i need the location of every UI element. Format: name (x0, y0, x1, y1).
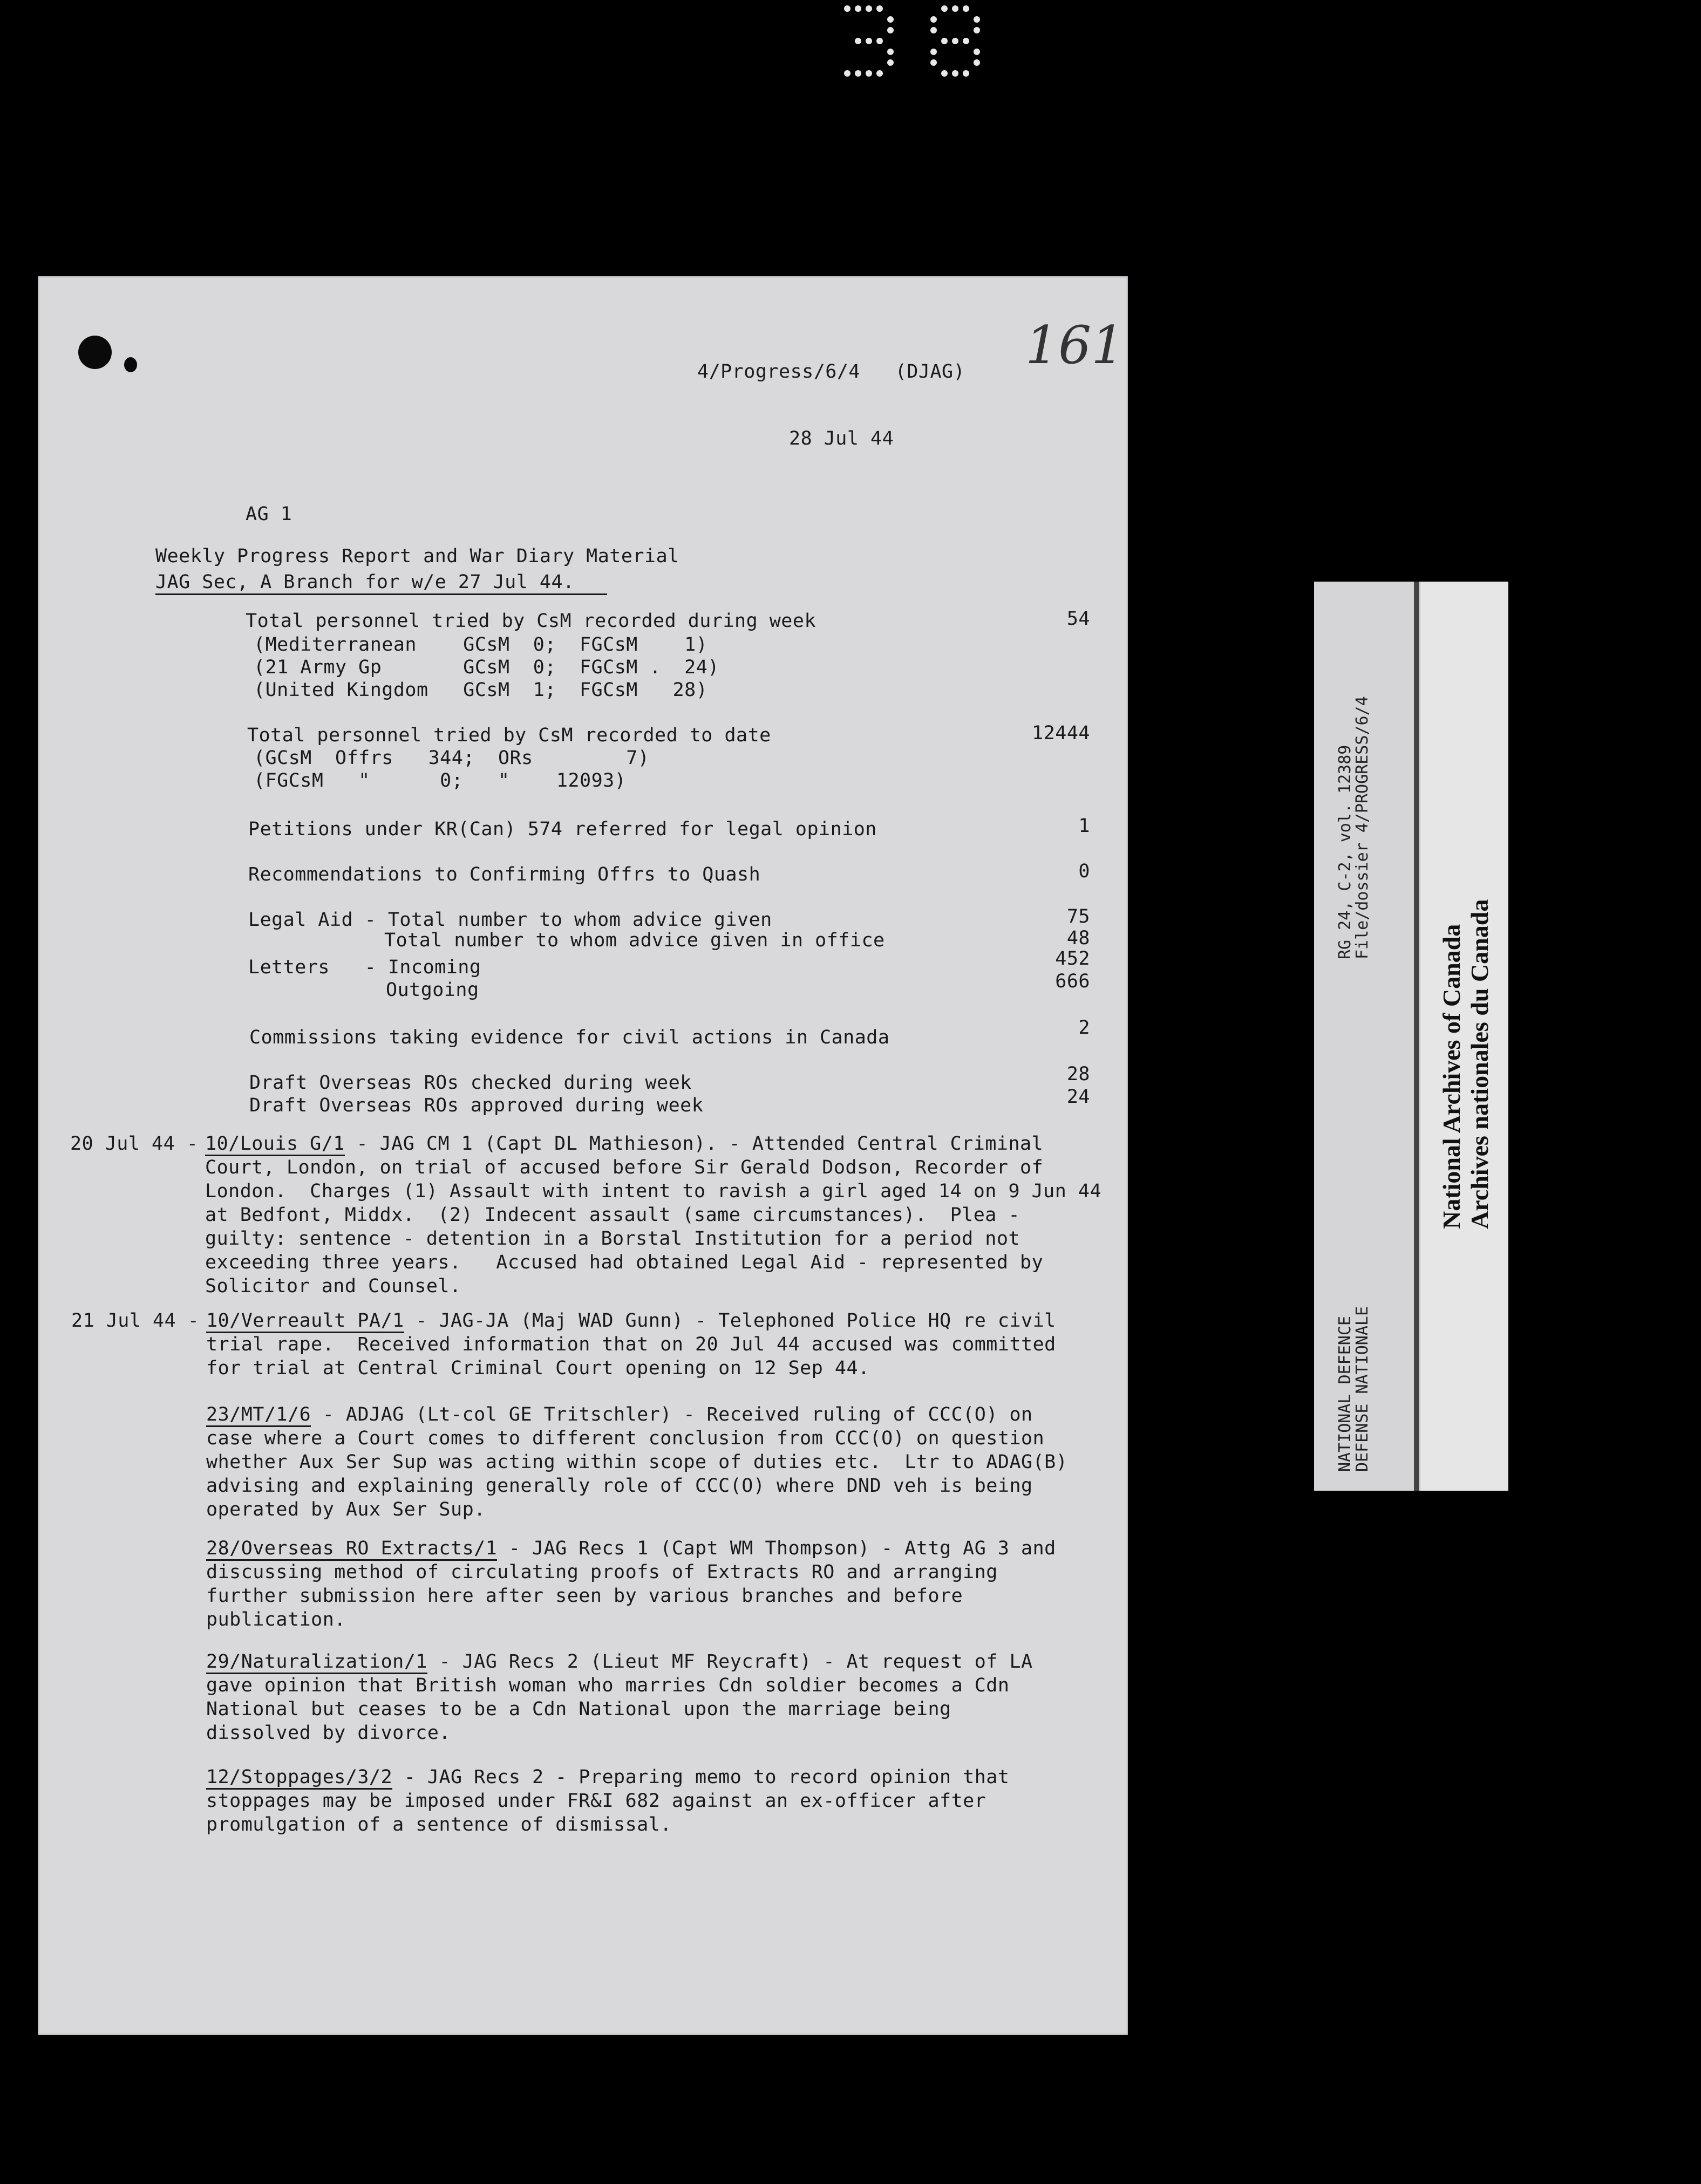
frame-number-dot (887, 27, 894, 33)
frame-number-dot (844, 70, 850, 77)
diary-entry: 12/Stoppages/3/2 - JAG Recs 2 - Preparing memo to record opinion that stoppages may be imposed under FR&I 682 against an ex-officer after promulgation of a sentence of dismissal. (206, 1766, 1010, 1835)
frame-number-dot (855, 70, 861, 77)
frame-number-dot (930, 59, 937, 66)
stat-letters-out-label: Outgoing (386, 979, 479, 1001)
stat-quash-label: Recommendations to Confirming Offrs to Quash (248, 864, 761, 885)
stat-commissions-value: 2 (1078, 1017, 1090, 1039)
entry-file-ref: 10/Louis G/1 (205, 1133, 345, 1156)
stat-ros-checked-label: Draft Overseas ROs checked during week (249, 1072, 692, 1094)
diary-entry: 23/MT/1/6 - ADJAG (Lt-col GE Tritschler) - Received ruling of CCC(O) on case where a Court comes to different conclusion from CCC(O) on question whether Aux Ser Sup was acting within scope of duties etc. Ltr to ADAG(B) advising and explaining generally role of CCC(O) where DND veh is being operated by Aux Ser Sup. (206, 1404, 1068, 1520)
frame-number-dot (974, 59, 980, 66)
stat-todate-value: 12444 (1032, 722, 1090, 744)
frame-number-dot (930, 49, 937, 55)
stat-petitions-value: 1 (1078, 815, 1090, 837)
diary-entry: 29/Naturalization/1 - JAG Recs 2 (Lieut MF Reycraft) - At request of LA gave opinion that British woman who marries Cdn soldier becomes a Cdn National but ceases to be a Cdn National upon the marriage being dissolved by divorce. (206, 1651, 1033, 1744)
report-title-line2: JAG Sec, A Branch for w/e 27 Jul 44. (155, 571, 607, 595)
frame-number-dot (876, 70, 883, 77)
frame-number-dot (887, 16, 894, 23)
stat-ros-approved-value: 24 (1066, 1086, 1090, 1108)
stat-legal-aid-value: 75 (1066, 906, 1090, 927)
frame-number-dot (887, 49, 894, 55)
stat-todate-row: (GCsM Offrs 344; ORs 7) (254, 747, 650, 769)
stat-legal-aid-label: Legal Aid - Total number to whom advice given (248, 909, 772, 931)
frame-number-dot (876, 38, 883, 44)
punch-hole (78, 336, 112, 369)
document-page (38, 276, 1128, 2035)
frame-number-dot (855, 38, 861, 44)
stamp-file-ref: File/dossier 4/PROGRESS/6/4 (1353, 696, 1372, 959)
stat-todate-label: Total personnel tried by CsM recorded to date (247, 725, 771, 746)
stat-letters-in-value: 452 (1055, 948, 1090, 970)
frame-number-dot (974, 16, 980, 23)
frame-number-dot (887, 59, 894, 66)
stamp-archives-fr: Archives nationales du Canada (1466, 899, 1493, 1229)
frame-number-dot (941, 70, 948, 77)
frame-number-dot (963, 70, 969, 77)
frame-number-dot (963, 38, 969, 44)
stat-ros-approved-label: Draft Overseas ROs approved during week (249, 1095, 704, 1116)
entry-file-ref: 10/Verreault PA/1 (206, 1310, 404, 1333)
diary-entry: 21 Jul 44 - 10/Verreault PA/1 - JAG-JA (Maj WAD Gunn) - Telephoned Police HQ re civil trial rape. Received information that on 20 Jul 44 accused was committed for trial at Central Criminal Court opening on 12 Sep 44. (71, 1310, 1056, 1379)
file-reference: 4/Progress/6/4 (DJAG) (697, 361, 965, 383)
stat-ros-checked-value: 28 (1066, 1063, 1090, 1085)
frame-number-dot (941, 38, 948, 44)
archive-stamp-title (1421, 582, 1508, 1491)
frame-number-dot (963, 5, 969, 12)
frame-number-dot (866, 70, 872, 77)
stat-todate-row: (FGCsM " 0; " 12093) (254, 770, 627, 791)
entry-file-ref: 29/Naturalization/1 (206, 1651, 427, 1674)
entry-date: 21 Jul 44 - (71, 1310, 200, 1332)
stat-petitions-label: Petitions under KR(Can) 574 referred for legal opinion (248, 818, 877, 840)
frame-number-dots (836, 2, 1009, 83)
frame-number-dot (930, 27, 937, 33)
frame-number-dot (952, 70, 958, 77)
addressee: AG 1 (246, 503, 292, 525)
stamp-rg-ref: RG 24, C-2, vol. 12389 (1336, 745, 1355, 959)
entry-file-ref: 28/Overseas RO Extracts/1 (206, 1538, 497, 1561)
stat-letters-label: Letters - Incoming (248, 957, 481, 978)
stat-week-label: Total personnel tried by CsM recorded during week (246, 610, 817, 632)
frame-number-dot (855, 5, 861, 12)
stat-legal-aid-office-label: Total number to whom advice given in office (384, 930, 885, 951)
diary-entry: 20 Jul 44 - 10/Louis G/1 - JAG CM 1 (Capt DL Mathieson). - Attended Central Criminal Court, London, on trial of accused before Sir Gerald Dodson, Recorder of London. Charges (1) Assault with intent to ravish a girl aged 14 on 9 Jun 44 at Bedfont, Middx. (2) Indecent assault (same circumstances). Plea - guilty: sentence - detention in a Borstal Institution for a period not exceeding three years. Accused had obtained Legal Aid - represented by Solicitor and Counsel. (70, 1133, 1102, 1297)
frame-number-dot (974, 49, 980, 55)
stat-week-value: 54 (1066, 608, 1090, 630)
entry-file-ref: 12/Stoppages/3/2 (206, 1766, 392, 1790)
archive-stamp (1314, 582, 1508, 1491)
frame-number-dot (876, 5, 883, 12)
stat-legal-aid-office-value: 48 (1066, 927, 1090, 949)
punch-hole-small (124, 357, 137, 372)
report-date: 28 Jul 44 (789, 428, 894, 449)
frame-number-dot (952, 5, 958, 12)
frame-number-dot (866, 38, 872, 44)
entry-file-ref: 23/MT/1/6 (206, 1404, 311, 1427)
frame-number-dot (952, 38, 958, 44)
stamp-defence-fr: DEFENSE NATIONALE (1353, 1306, 1372, 1472)
frame-number-dot (930, 16, 937, 23)
frame-number-dot (941, 5, 948, 12)
stat-week-row: (United Kingdom GCsM 1; FGCsM 28) (254, 679, 708, 701)
stat-week-row: (Mediterranean GCsM 0; FGCsM 1) (254, 634, 708, 656)
stat-quash-value: 0 (1078, 861, 1090, 882)
report-title-line1: Weekly Progress Report and War Diary Material (155, 545, 679, 567)
stat-week-row: (21 Army Gp GCsM 0; FGCsM . 24) (254, 657, 719, 678)
diary-entry: 28/Overseas RO Extracts/1 - JAG Recs 1 (Capt WM Thompson) - Attg AG 3 and discussing method of circulating proofs of Extracts RO and arranging further submission here after seen by various branches and before publication. (206, 1538, 1056, 1630)
frame-number-dot (866, 5, 872, 12)
frame-number-dot (844, 5, 850, 12)
stat-letters-out-value: 666 (1055, 971, 1090, 992)
entry-date: 20 Jul 44 - (70, 1133, 199, 1155)
frame-number-dot (974, 27, 980, 33)
stamp-archives-en: National Archives of Canada (1438, 924, 1465, 1229)
stat-commissions-label: Commissions taking evidence for civil actions in Canada (249, 1027, 890, 1048)
folio-number: 161 (1025, 315, 1125, 376)
archive-stamp-reference (1314, 582, 1419, 1491)
stamp-defence-en: NATIONAL DEFENCE (1336, 1316, 1355, 1472)
